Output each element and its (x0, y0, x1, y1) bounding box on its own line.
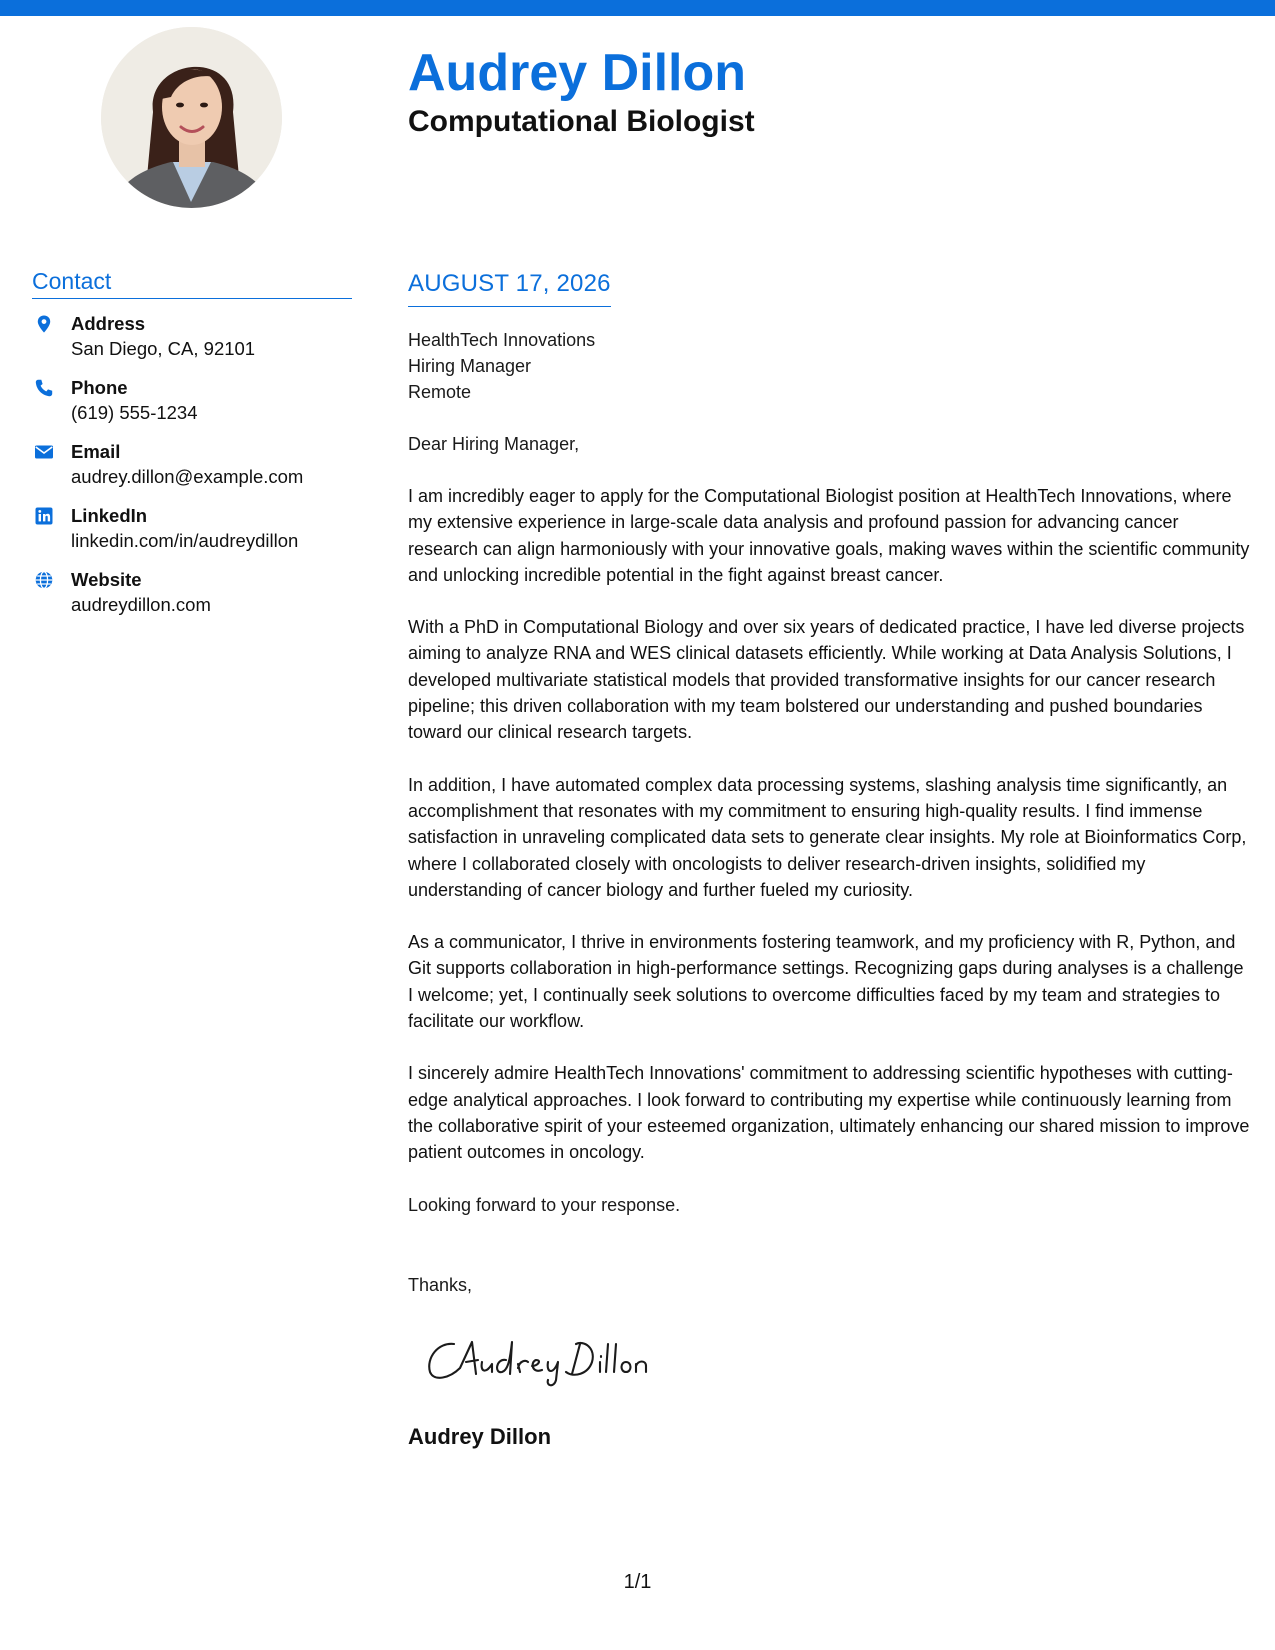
letter-paragraph: I am incredibly eager to apply for the Computational Biologist position at HealthTech Innovations, where my extensive experience in large-scale data analysis and profound passion for advancing cancer research can align harmoniously with your innovative goals, making waves within the scientific community and unlocking incredible potential in the fight against breast cancer. (408, 486, 1250, 585)
applicant-name: Audrey Dillon (408, 44, 747, 102)
letter-paragraph: In addition, I have automated complex data processing systems, slashing analysis time significantly, an accomplishment that resonates with my commitment to ensuring high-quality results. I find immense satisfaction in unraveling complicated data sets to generate clear insights. My role at Bioinformatics Corp, where I collaborated closely with oncologists to deliver research-driven insights, solidified my understanding of cancer biology and further fueled my curiosity. (408, 774, 1247, 900)
contact-sidebar (32, 266, 352, 617)
top-accent-bar (0, 0, 1275, 16)
contact-address (32, 311, 352, 361)
contact-heading: Contact (32, 266, 352, 299)
letter-date: AUGUST 17, 2026 (408, 268, 611, 307)
linkedin-icon (34, 506, 54, 526)
job-title: Computational Biologist (408, 105, 755, 138)
contact-value[interactable]: linkedin.com/in/audreydillon (71, 530, 299, 551)
recipient-company: HealthTech Innovations (408, 330, 596, 350)
contact-value: San Diego, CA, 92101 (71, 338, 256, 359)
contact-value: (619) 555-1234 (71, 402, 198, 423)
recipient-block (408, 327, 1253, 405)
contact-label: Email (71, 441, 121, 462)
phone-icon (34, 378, 54, 398)
contact-website (32, 567, 352, 617)
closing-line: Looking forward to your response. (408, 1194, 681, 1215)
globe-icon (34, 570, 54, 590)
contact-label: LinkedIn (71, 505, 148, 526)
page-number: 1/1 (623, 1571, 652, 1593)
letter-paragraph: I sincerely admire HealthTech Innovations' commitment to addressing scientific hypotheses with cutting-edge analytical approaches. I look forward to contributing my expertise while continuously learning from the collaborative spirit of your esteemed organization, ultimately enhancing our shared mission to improve patient outcomes in oncology. (408, 1063, 1250, 1163)
profile-photo (101, 27, 282, 208)
signoff: Thanks, (408, 1274, 473, 1295)
contact-label: Phone (71, 377, 128, 398)
contact-value[interactable]: audrey.dillon@example.com (71, 466, 304, 487)
contact-label: Address (71, 313, 146, 334)
letter-paragraph: With a PhD in Computational Biology and over six years of dedicated practice, I have led diverse projects aiming to analyze RNA and WES clinical datasets efficiently. While working at Data Analysis Solutions, I developed multivariate statistical models that provided transformative insights for our cancer research pipeline; this driven collaboration with my team bolstered our understanding and pushed boundaries toward our clinical research targets. (408, 617, 1245, 743)
letter-paragraph: As a communicator, I thrive in environments fostering teamwork, and my proficiency with R, Python, and Git supports collaboration in high-performance settings. Recognizing gaps during analyses is a challenge I welcome; yet, I continually seek solutions to overcome difficulties faced by my team and strategies to facilitate our workflow. (408, 932, 1244, 1032)
recipient-location: Remote (408, 382, 472, 402)
contact-phone (32, 375, 352, 425)
email-icon (34, 442, 54, 462)
contact-value[interactable]: audreydillon.com (71, 594, 211, 615)
recipient-role: Hiring Manager (408, 356, 532, 376)
letter-body (408, 268, 1253, 1298)
contact-email (32, 439, 352, 489)
contact-linkedin (32, 503, 352, 553)
map-pin-icon (34, 314, 54, 334)
contact-label: Website (71, 569, 142, 590)
handwritten-signature (420, 1330, 660, 1390)
signer-name: Audrey Dillon (408, 1424, 552, 1449)
salutation: Dear Hiring Manager, (408, 434, 580, 454)
